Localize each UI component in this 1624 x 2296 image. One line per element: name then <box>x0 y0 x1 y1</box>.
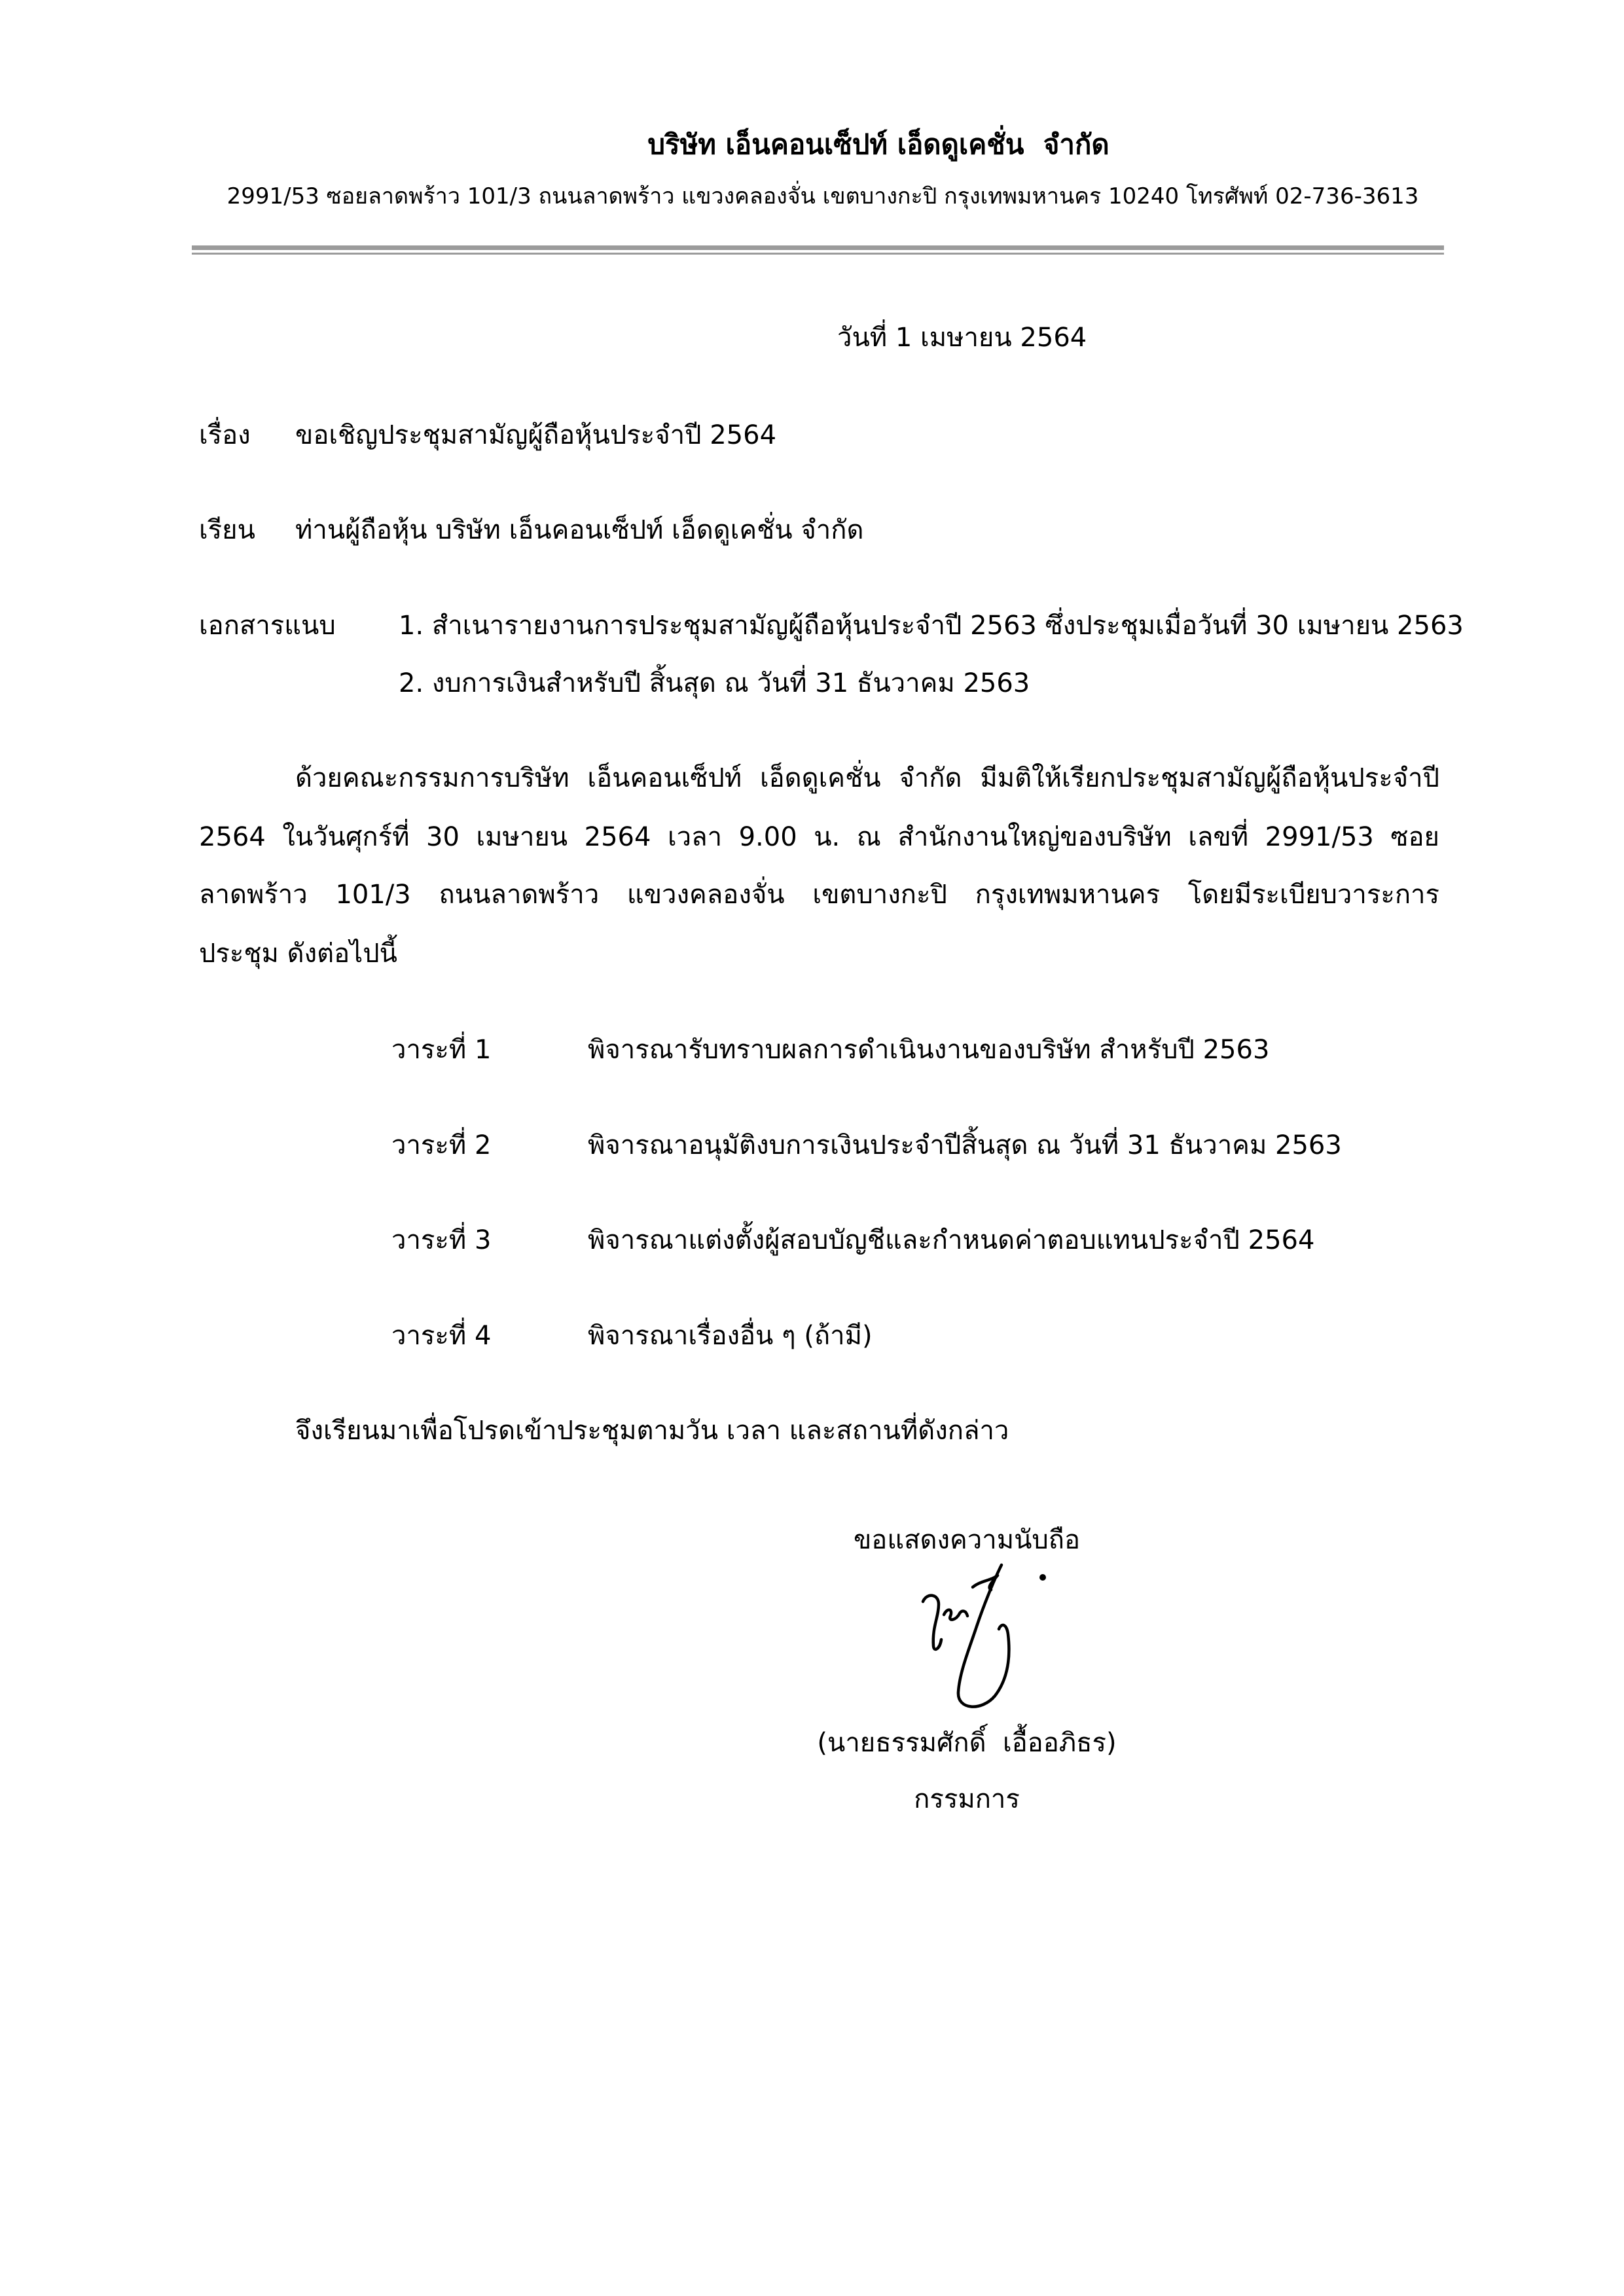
agenda-text: พิจารณารับทราบผลการดำเนินงานของบริษัท สำหรับปี 2563 <box>588 1035 1270 1065</box>
body-paragraph-line: ด้วยคณะกรรมการบริษัท เอ็นคอนเซ็ปท์ เอ็ดดูเคชั่น จำกัด มีมติให้เรียกประชุมสามัญผู้ถือหุ้นประจำปี <box>295 763 1439 793</box>
signature-stroke <box>944 1610 967 1620</box>
signatory-position: กรรมการ <box>914 1784 1020 1814</box>
agenda-label: วาระที่ 1 <box>391 1035 492 1065</box>
agenda-label: วาระที่ 4 <box>391 1321 492 1351</box>
header-divider-thin <box>192 253 1444 255</box>
handwritten-signature <box>910 1561 1060 1718</box>
attachment-item: 2. งบการเงินสำหรับปี สิ้นสุด ณ วันที่ 31 ธันวาคม 2563 <box>399 668 1030 698</box>
signature-stroke <box>923 1596 941 1649</box>
subject-text: ขอเชิญประชุมสามัญผู้ถือหุ้นประจำปี 2564 <box>295 420 777 450</box>
body-paragraph-line: ลาดพร้าว 101/3 ถนนลาดพร้าว แขวงคลองจั่น เขตบางกะปิ กรุงเทพมหานคร โดยมีระเบียบวาระการ <box>199 880 1439 910</box>
closing-sentence: จึงเรียนมาเพื่อโปรดเข้าประชุมตามวัน เวลา และสถานที่ดังกล่าว <box>295 1416 1009 1446</box>
agenda-text: พิจารณาแต่งตั้งผู้สอบบัญชีและกำหนดค่าตอบแทนประจำปี 2564 <box>588 1225 1315 1255</box>
agenda-label: วาระที่ 2 <box>391 1130 492 1160</box>
addressee-text: ท่านผู้ถือหุ้น บริษัท เอ็นคอนเซ็ปท์ เอ็ดดูเคชั่น จำกัด <box>295 515 864 545</box>
attachments-label: เอกสารแนบ <box>199 611 336 641</box>
company-name: บริษัท เอ็นคอนเซ็ปท์ เอ็ดดูเคชั่น จำกัด <box>647 128 1110 160</box>
signatory-name: (นายธรรมศักดิ์ เอื้ออภิธร) <box>817 1728 1117 1758</box>
company-address: 2991/53 ซอยลาดพร้าว 101/3 ถนนลาดพร้าว แขวงคลองจั่น เขตบางกะปิ กรุงเทพมหานคร 10240 โทรศัพท์ 02-736-3613 <box>226 183 1419 209</box>
agenda-label: วาระที่ 3 <box>391 1225 492 1255</box>
letter-date: วันที่ 1 เมษายน 2564 <box>837 323 1087 353</box>
salutation: ขอแสดงความนับถือ <box>853 1525 1081 1555</box>
addressee-label: เรียน <box>199 515 255 545</box>
agenda-text: พิจารณาเรื่องอื่น ๆ (ถ้ามี) <box>588 1321 873 1351</box>
agenda-text: พิจารณาอนุมัติงบการเงินประจำปีสิ้นสุด ณ วันที่ 31 ธันวาคม 2563 <box>588 1130 1342 1160</box>
signature-dot <box>1039 1574 1046 1581</box>
subject-label: เรื่อง <box>199 420 251 450</box>
body-paragraph-line: 2564 ในวันศุกร์ที่ 30 เมษายน 2564 เวลา 9.00 น. ณ สำนักงานใหญ่ของบริษัท เลขที่ 2991/53 ซอย <box>199 822 1439 852</box>
body-paragraph-line: ประชุม ดังต่อไปนี้ <box>199 939 397 969</box>
header-divider-thick <box>192 245 1444 250</box>
signature-stroke <box>958 1565 1009 1707</box>
attachment-item: 1. สำเนารายงานการประชุมสามัญผู้ถือหุ้นประจำปี 2563 ซึ่งประชุมเมื่อวันที่ 30 เมษายน 2563 <box>399 611 1464 641</box>
